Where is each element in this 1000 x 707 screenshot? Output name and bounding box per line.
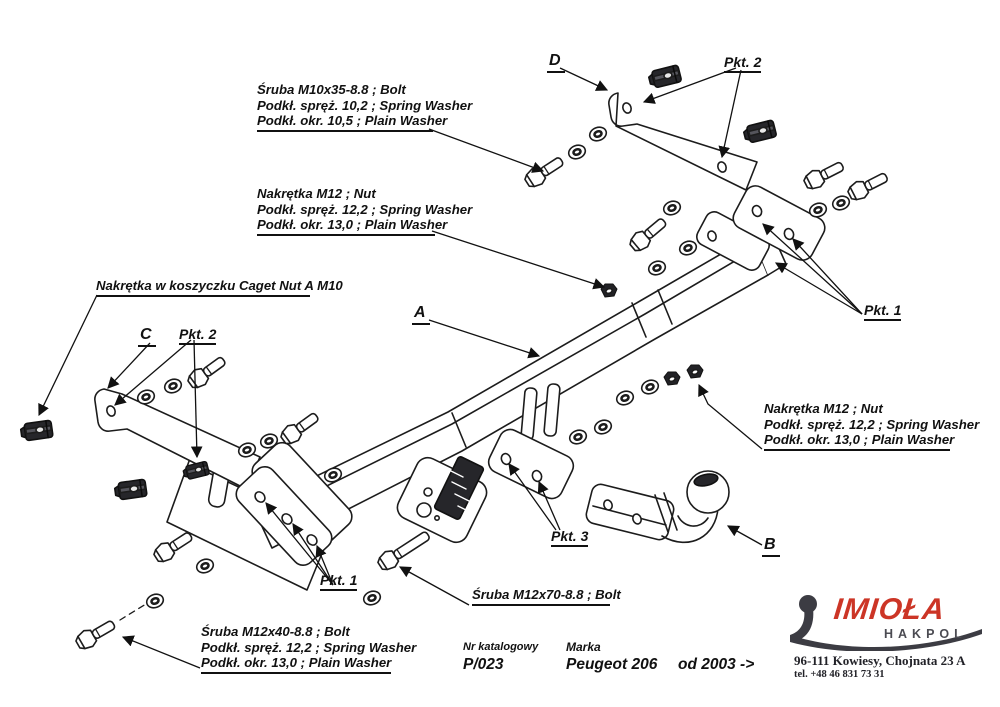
callout-line: Nakrętka M12 ; Nut — [764, 401, 883, 416]
part-label-c: C — [138, 326, 156, 347]
callout-line: Podkł. spręż. 12,2 ; Spring Washer — [257, 201, 473, 217]
catalog-number-value: P/023 — [463, 656, 504, 673]
part-label-a: A — [412, 304, 430, 325]
callout-line: Nakrętka M12 ; Nut — [257, 186, 376, 201]
point-label-pkt2-right: Pkt. 2 — [724, 54, 761, 73]
point-label-pkt1-bottom: Pkt. 1 — [320, 572, 357, 591]
year-range: od 2003 -> — [678, 656, 755, 673]
point-label-pkt2-left: Pkt. 2 — [179, 326, 216, 345]
ball-hook-b — [584, 471, 729, 542]
callout-line: Podkł. spręż. 12,2 ; Spring Washer — [201, 639, 417, 655]
manufacturer-logo-block — [782, 591, 992, 696]
callout-cage-nut — [96, 278, 343, 297]
callout-line: Podkł. okr. 10,5 ; Plain Washer — [257, 113, 433, 132]
part-label-d: D — [547, 52, 565, 73]
point-label-pkt3: Pkt. 3 — [551, 528, 588, 547]
callout-nut-m12-left — [257, 186, 473, 236]
callout-bolt-m12x70 — [472, 587, 621, 606]
callout-nut-m12-right — [764, 401, 980, 451]
catalog-number-label: Nr katalogowy — [463, 641, 539, 653]
callout-line: Śruba M12x70-8.8 ; Bolt — [472, 587, 610, 606]
callout-line: Śruba M12x40-8.8 ; Bolt — [201, 624, 350, 639]
logo-brand-text: IMIOŁA — [832, 593, 947, 626]
part-label-b: B — [762, 536, 780, 557]
callout-line: Śruba M10x35-8.8 ; Bolt — [257, 82, 406, 97]
callout-line: Nakrętka w koszyczku Caget Nut A M10 — [96, 278, 310, 297]
callout-line: Podkł. spręż. 12,2 ; Spring Washer — [764, 416, 980, 432]
callout-line: Podkł. okr. 13,0 ; Plain Washer — [201, 655, 391, 674]
logo-subbrand-text: HAKPOL — [884, 627, 967, 641]
brand-value: Peugeot 206 — [566, 656, 658, 673]
callout-bolt-m10x35 — [257, 82, 473, 132]
callout-bolt-m12x40 — [201, 624, 417, 674]
point-label-pkt1-right: Pkt. 1 — [864, 302, 901, 321]
callout-line: Podkł. spręż. 10,2 ; Spring Washer — [257, 97, 473, 113]
brand-label: Marka — [566, 640, 601, 654]
callout-line: Podkł. okr. 13,0 ; Plain Washer — [764, 432, 950, 451]
callout-line: Podkł. okr. 13,0 ; Plain Washer — [257, 217, 435, 236]
logo-phone: tel. +48 46 831 73 31 — [794, 669, 885, 680]
logo-address: 96-111 Kowiesy, Chojnata 23 A — [794, 653, 966, 668]
